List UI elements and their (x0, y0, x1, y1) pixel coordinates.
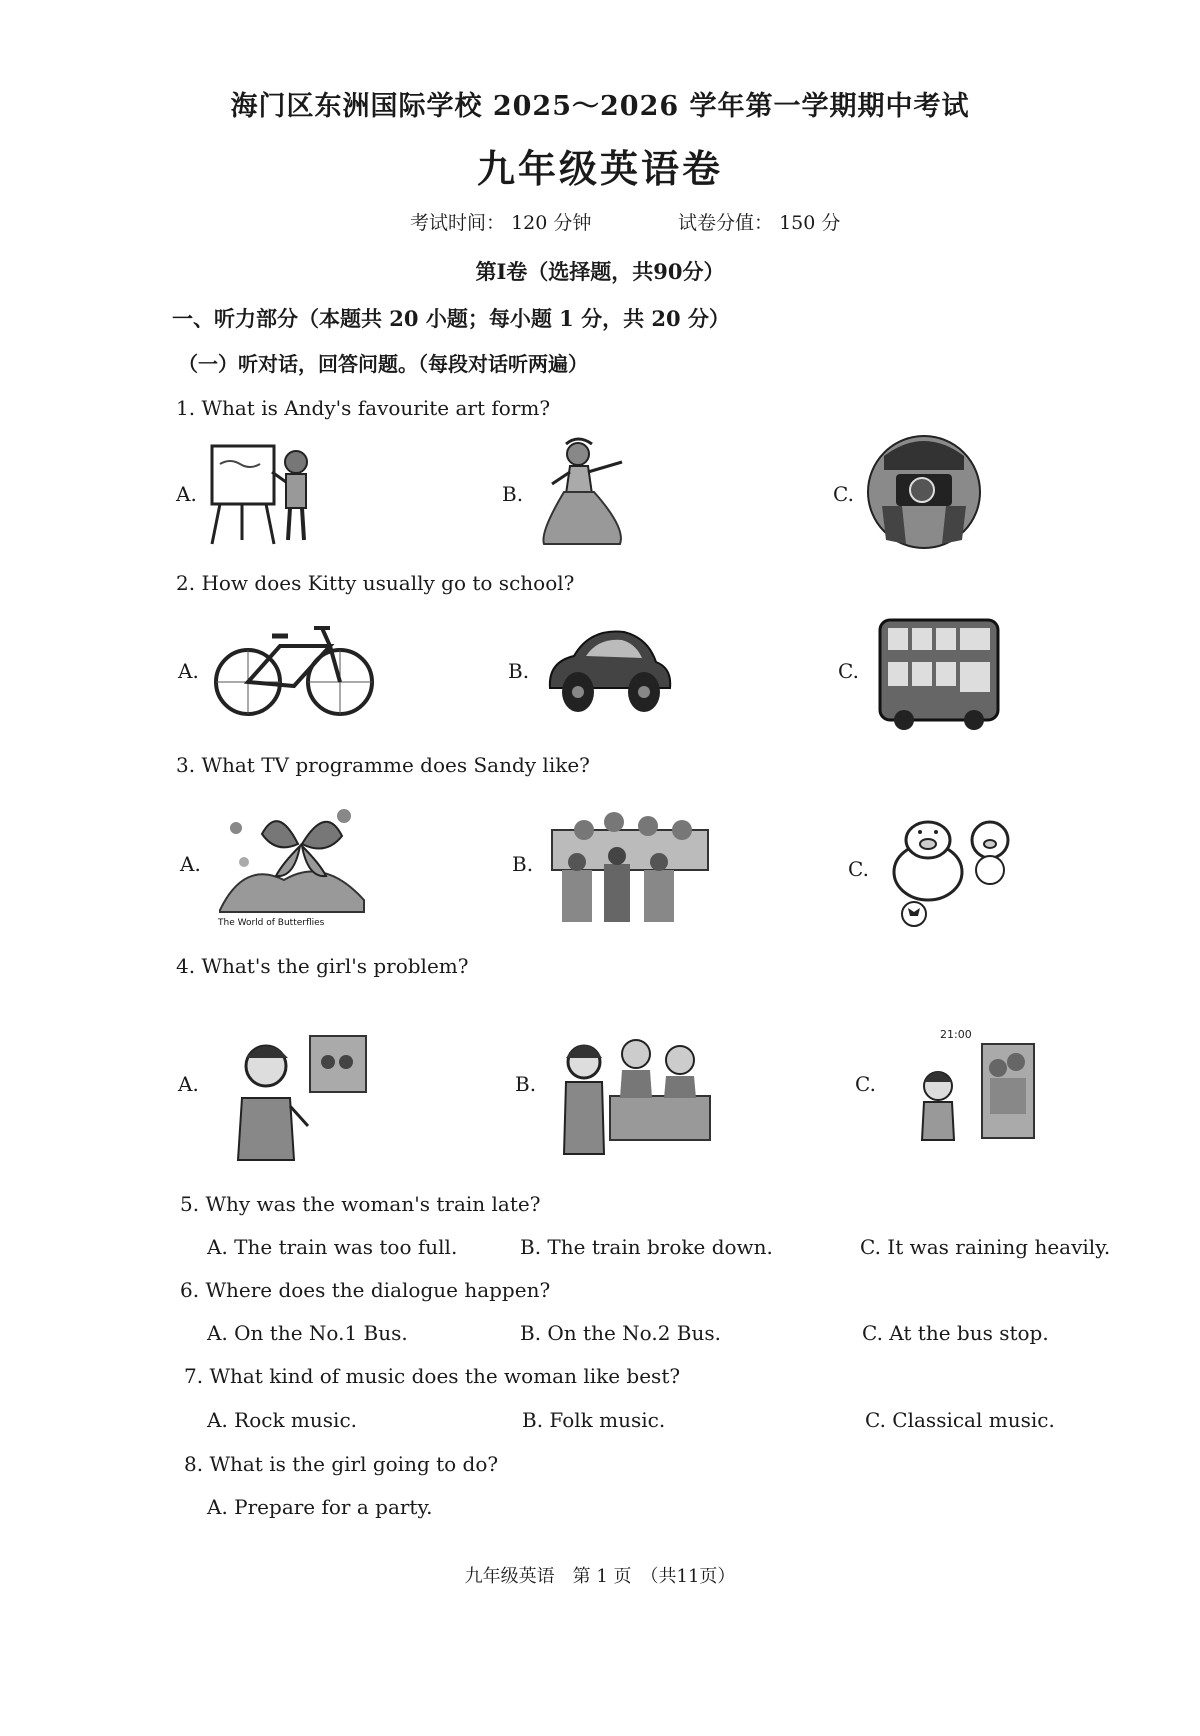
camera-photographer-icon (862, 432, 986, 550)
q3-option-c: C. (848, 857, 869, 881)
q5-option-b: B. The train broke down. (520, 1235, 773, 1259)
section-title: 一、听力部分（本题共 20 小题；每小题 1 分，共 20 分） (172, 306, 730, 331)
q1-option-b: B. (502, 482, 524, 506)
question-5: 5. Why was the woman's train late? (180, 1192, 541, 1216)
clock-time: 21:00 (940, 1028, 972, 1041)
bus-icon (874, 614, 1006, 732)
q4-option-c: C. (855, 1072, 876, 1096)
question-8: 8. What is the girl going to do? (184, 1452, 499, 1476)
late-night-girl-icon (900, 1022, 1040, 1152)
section-subtitle: （一）听对话，回答问题。（每段对话听两遍） (178, 352, 588, 376)
q3-option-b: B. (512, 852, 534, 876)
sick-boy-icon (228, 1014, 378, 1164)
q1-option-c: C. (833, 482, 854, 506)
butterfly-caption: The World of Butterflies (218, 918, 325, 928)
cartoon-pigs-icon (878, 796, 1018, 928)
exam-score-label: 试卷分值： (678, 212, 774, 234)
subject-title: 九年级英语卷 (476, 146, 723, 191)
q6-option-c: C. At the bus stop. (862, 1321, 1049, 1345)
q5-option-a: A. The train was too full. (207, 1235, 458, 1259)
bicycle-icon (214, 622, 374, 722)
question-4: 4. What's the girl's problem? (176, 954, 469, 978)
q6-option-b: B. On the No.2 Bus. (520, 1321, 721, 1345)
q7-option-a: A. Rock music. (207, 1408, 357, 1432)
painting-boy-icon (200, 436, 320, 548)
page-footer: 九年级英语 第 1 页 （共11页） (464, 1566, 736, 1587)
q4-option-b: B. (515, 1072, 537, 1096)
q2-option-c: C. (838, 659, 859, 683)
dancing-girl-icon (530, 432, 640, 550)
exam-score-value: 150 分 (779, 212, 841, 234)
question-1: 1. What is Andy's favourite art form? (176, 396, 551, 420)
q6-option-a: A. On the No.1 Bus. (207, 1321, 408, 1345)
question-7: 7. What kind of music does the woman like best? (184, 1364, 681, 1388)
news-people-icon (548, 800, 712, 928)
q3-option-a: A. (180, 852, 201, 876)
exam-time (410, 208, 591, 235)
exam-time-label: 考试时间： (410, 212, 506, 234)
question-6: 6. Where does the dialogue happen? (180, 1278, 551, 1302)
car-icon (544, 622, 674, 722)
question-2: 2. How does Kitty usually go to school? (176, 571, 575, 595)
q5-option-c: C. It was raining heavily. (860, 1235, 1111, 1259)
exam-score (678, 208, 840, 235)
question-3: 3. What TV programme does Sandy like? (176, 753, 590, 777)
q7-option-b: B. Folk music. (522, 1408, 666, 1432)
q4-option-a: A. (178, 1072, 199, 1096)
volume-title: 第Ⅰ卷（选择题，共90分） (475, 259, 725, 284)
q8-option-a: A. Prepare for a party. (207, 1495, 433, 1519)
exam-time-value: 120 分钟 (511, 212, 592, 234)
butterfly-scene-icon (214, 800, 374, 928)
q7-option-c: C. Classical music. (865, 1408, 1055, 1432)
q1-option-a: A. (176, 482, 197, 506)
classroom-girls-icon (556, 1022, 716, 1168)
q2-option-b: B. (508, 659, 530, 683)
q2-option-a: A. (178, 659, 199, 683)
school-exam-title: 海门区东洲国际学校 2025～2026 学年第一学期期中考试 (230, 91, 970, 122)
